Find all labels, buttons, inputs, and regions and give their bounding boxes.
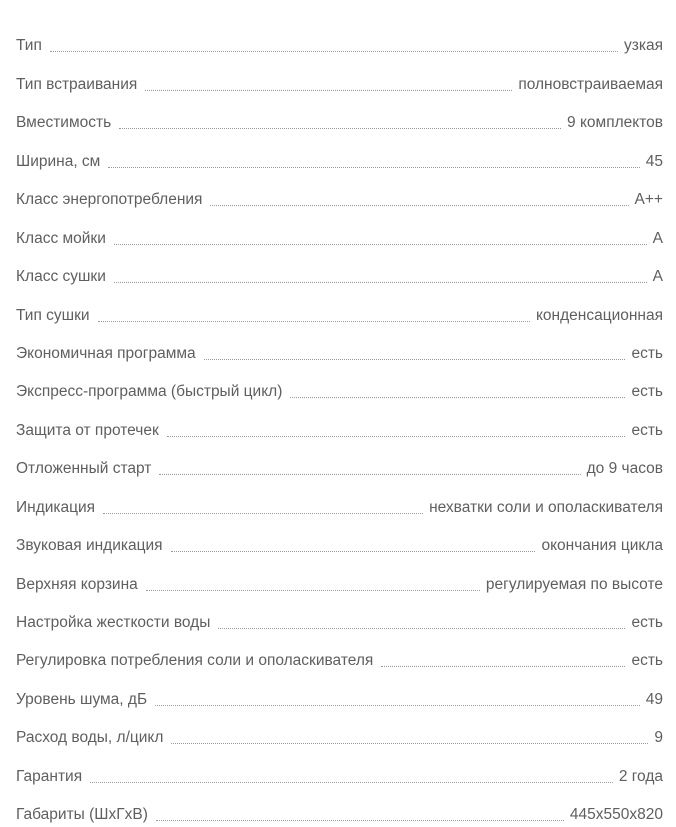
dotted-leader	[145, 89, 512, 91]
spec-label: Гарантия	[16, 767, 83, 785]
spec-value: 9	[654, 729, 663, 747]
spec-value: есть	[631, 383, 663, 401]
spec-value: 49	[645, 690, 663, 708]
spec-row	[0, 404, 676, 442]
spec-row	[0, 289, 676, 327]
spec-label: Верхняя корзина	[16, 575, 138, 593]
spec-label: Класс мойки	[16, 229, 106, 247]
spec-value: 445x550x820	[569, 806, 663, 824]
spec-label: Экономичная программа	[16, 344, 196, 362]
spec-label: Вместимость	[16, 114, 112, 132]
spec-row	[0, 174, 676, 212]
spec-row	[0, 212, 676, 250]
spec-value: A	[652, 229, 663, 247]
spec-label: Индикация	[16, 498, 96, 516]
spec-value: до 9 часов	[586, 460, 663, 478]
dotted-leader	[108, 166, 639, 168]
spec-row	[0, 251, 676, 289]
dotted-leader	[103, 512, 423, 514]
dotted-leader	[290, 396, 625, 398]
spec-label: Расход воды, л/цикл	[16, 729, 164, 747]
spec-row	[0, 481, 676, 519]
spec-row	[0, 443, 676, 481]
spec-label: Класс сушки	[16, 268, 106, 286]
spec-value: A	[652, 268, 663, 286]
spec-value: конденсационная	[535, 306, 663, 324]
dotted-leader	[119, 127, 561, 129]
dotted-leader	[204, 358, 626, 360]
dotted-leader	[146, 589, 480, 591]
spec-row	[0, 750, 676, 788]
dotted-leader	[210, 204, 628, 206]
spec-row	[0, 135, 676, 173]
spec-value: есть	[631, 344, 663, 362]
spec-value: A++	[634, 191, 663, 209]
spec-label: Тип встраивания	[16, 75, 138, 93]
dotted-leader	[90, 781, 613, 783]
spec-row	[0, 366, 676, 404]
spec-row	[0, 20, 676, 58]
spec-value: 45	[645, 152, 663, 170]
spec-label: Отложенный старт	[16, 460, 152, 478]
spec-label: Уровень шума, дБ	[16, 690, 148, 708]
spec-label: Класс энергопотребления	[16, 191, 203, 209]
spec-value: узкая	[624, 37, 663, 55]
spec-row	[0, 97, 676, 135]
spec-value: 2 года	[618, 767, 663, 785]
dotted-leader	[156, 819, 564, 821]
spec-label: Звуковая индикация	[16, 537, 163, 555]
spec-value: регулируемая по высоте	[485, 575, 663, 593]
dotted-leader	[218, 627, 625, 629]
spec-value: есть	[631, 421, 663, 439]
spec-label: Габариты (ШхГхВ)	[16, 806, 148, 824]
spec-row	[0, 558, 676, 596]
spec-row	[0, 635, 676, 673]
dotted-leader	[50, 50, 618, 52]
spec-value: полновстраиваемая	[518, 75, 663, 93]
dotted-leader	[98, 320, 530, 322]
spec-label: Регулировка потребления соли и ополаскивателя	[16, 652, 374, 670]
spec-label: Защита от протечек	[16, 421, 159, 439]
dotted-leader	[171, 550, 536, 552]
spec-label: Тип сушки	[16, 306, 90, 324]
spec-label: Настройка жесткости воды	[16, 614, 211, 631]
spec-value: есть	[631, 614, 663, 631]
spec-row	[0, 58, 676, 96]
spec-label: Ширина, см	[16, 152, 101, 170]
spec-row	[0, 789, 676, 827]
spec-row	[0, 673, 676, 711]
dotted-leader	[171, 742, 648, 744]
spec-label: Экспресс-программа (быстрый цикл)	[16, 383, 283, 401]
spec-value: окончания цикла	[541, 537, 663, 555]
dotted-leader	[159, 473, 580, 475]
spec-row	[0, 597, 676, 635]
spec-value: есть	[631, 652, 663, 670]
dotted-leader	[381, 665, 625, 667]
dotted-leader	[155, 704, 640, 706]
spec-value: 9 комплектов	[567, 114, 663, 132]
dotted-leader	[114, 243, 647, 245]
spec-row	[0, 520, 676, 558]
dotted-leader	[167, 435, 626, 437]
spec-value: нехватки соли и ополаскивателя	[429, 498, 663, 516]
spec-label: Тип	[16, 37, 42, 55]
dotted-leader	[114, 281, 647, 283]
spec-row	[0, 712, 676, 750]
spec-row	[0, 328, 676, 366]
